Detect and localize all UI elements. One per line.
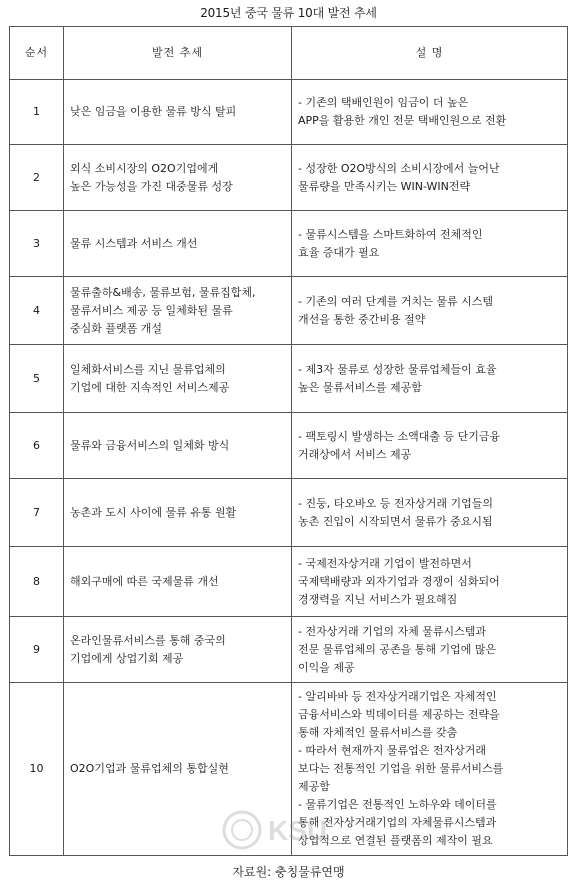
row-number: 3	[10, 211, 64, 277]
description-line: APP을 활용한 개인 전문 택배인원으로 전환	[298, 114, 507, 127]
row-number: 1	[10, 80, 64, 145]
table-title: 2015년 중국 물류 10대 발전 추세	[200, 6, 377, 20]
table-row	[10, 617, 568, 683]
description-line: - 물류기업은 전통적인 노하우와 데이터를	[298, 798, 497, 811]
description-line: 농촌 진입이 시작되면서 물류가 중요시됨	[298, 514, 493, 528]
description-cell	[292, 80, 568, 145]
description-line: - 팩토링시 발생하는 소액대출 등 단기금융	[298, 429, 501, 443]
header-order: 순서	[10, 27, 64, 80]
description-cell	[292, 479, 568, 547]
description-line: 금융서비스와 빅데이터를 제공하는 전략을	[298, 708, 500, 721]
trend-line: O2O기업과 물류업체의 통합실현	[70, 762, 229, 775]
row-number: 7	[10, 479, 64, 547]
trend-line: 물류출하&배송, 물류보험, 물류집합체,	[70, 285, 256, 299]
trend-cell	[64, 211, 292, 277]
trend-line: 농촌과 도시 사이에 물류 유통 원활	[70, 505, 237, 519]
trend-cell	[64, 145, 292, 211]
description-line: 경쟁력을 지닌 서비스가 필요해짐	[298, 592, 458, 606]
header-row	[10, 27, 568, 80]
trend-cell	[64, 345, 292, 413]
description-line: 거래상에서 서비스 제공	[298, 447, 412, 461]
row-number: 8	[10, 547, 64, 617]
trend-cell	[64, 547, 292, 617]
description-line: 통해 전자상거래기업의 자체물류시스템과	[298, 816, 497, 829]
trend-cell	[64, 479, 292, 547]
table-row	[10, 547, 568, 617]
trend-table	[9, 26, 568, 856]
trend-line: 해외구매에 따른 국제물류 개선	[70, 574, 219, 588]
trend-line: 물류서비스 제공 등 일체화된 물류	[70, 303, 233, 317]
description-line: 국제택배량과 외자기업과 경쟁이 심화되어	[298, 574, 500, 588]
trend-line: 온라인물류서비스를 통해 중국의	[70, 633, 226, 647]
description-line: - 진둥, 타오바오 등 전자상거래 기업들의	[298, 496, 493, 510]
description-line: - 기존의 여러 단계를 거치는 물류 시스템	[298, 294, 493, 308]
description-line: 통해 자체적인 물류서비스를 갖춤	[298, 726, 458, 739]
description-cell	[292, 683, 568, 856]
table-row	[10, 479, 568, 547]
table-row	[10, 145, 568, 211]
description-line: 이익을 제공	[298, 660, 355, 674]
trend-cell	[64, 683, 292, 856]
row-number: 4	[10, 277, 64, 345]
description-line: 상업적으로 연결된 플랫폼의 제작이 필요	[298, 834, 493, 847]
trend-cell	[64, 277, 292, 345]
trend-line: 중심화 플랫폼 개설	[70, 321, 163, 335]
table-row	[10, 413, 568, 479]
description-line: - 물류시스템을 스마트화하여 전체적인	[298, 227, 483, 241]
description-line: 전문 물류업체의 공존을 통해 기업에 많은	[298, 642, 497, 656]
description-line: - 기존의 택배인원이 임금이 더 높은	[298, 96, 469, 109]
description-line: - 국제전자상거래 기업이 발전하면서	[298, 556, 472, 570]
description-line: 물류량을 만족시키는 WIN-WIN전략	[298, 179, 471, 193]
description-cell	[292, 277, 568, 345]
header-description: 설 명	[292, 27, 568, 80]
description-line: 높은 물류서비스를 제공함	[298, 380, 422, 394]
description-line: 개선을 통한 중간비용 절약	[298, 312, 426, 326]
trend-line: 일체화서비스를 지닌 물류업체의	[70, 362, 226, 376]
description-cell	[292, 211, 568, 277]
trend-line: 외식 소비시장의 O2O기업에게	[70, 161, 219, 175]
description-line: - 따라서 현재까지 물류업은 전자상거래	[298, 744, 486, 757]
row-number: 5	[10, 345, 64, 413]
table-row	[10, 277, 568, 345]
row-number: 6	[10, 413, 64, 479]
description-cell	[292, 617, 568, 683]
trend-line: 물류와 금융서비스의 일체화 방식	[70, 438, 230, 452]
trend-line: 물류 시스템과 서비스 개선	[70, 236, 198, 250]
row-number: 2	[10, 145, 64, 211]
trend-cell	[64, 413, 292, 479]
trend-line: 낮은 임금을 이용한 물류 방식 탈피	[70, 105, 237, 118]
description-line: 효율 증대가 필요	[298, 245, 380, 259]
table-row	[10, 345, 568, 413]
description-line: - 제3자 물류로 성장한 물류업체들이 효율	[298, 362, 497, 376]
description-line: - 성장한 O2O방식의 소비시장에서 늘어난	[298, 161, 500, 175]
watermark-text: KSU	[268, 815, 328, 846]
description-line: - 알리바바 등 전자상거래기업은 자체적인	[298, 690, 497, 703]
description-line: 제공함	[298, 780, 330, 793]
trend-cell	[64, 80, 292, 145]
header-trend: 발전 추세	[64, 27, 292, 80]
table-row	[10, 683, 568, 856]
source-note: 자료원: 충칭물류연맹	[232, 865, 345, 879]
description-cell	[292, 547, 568, 617]
table-row	[10, 80, 568, 145]
row-number: 9	[10, 617, 64, 683]
description-cell	[292, 413, 568, 479]
description-cell	[292, 145, 568, 211]
description-cell	[292, 345, 568, 413]
trend-line: 기업에게 상업기회 제공	[70, 651, 184, 665]
table-row	[10, 211, 568, 277]
row-number: 10	[10, 683, 64, 856]
description-line: - 전자상거래 기업의 자체 물류시스템과	[298, 624, 486, 638]
trend-line: 높은 가능성을 가진 대중물류 성장	[70, 179, 233, 193]
trend-line: 기업에 대한 지속적인 서비스제공	[70, 380, 230, 394]
trend-cell	[64, 617, 292, 683]
description-line: 보다는 전통적인 기업을 위한 물류서비스를	[298, 762, 504, 775]
